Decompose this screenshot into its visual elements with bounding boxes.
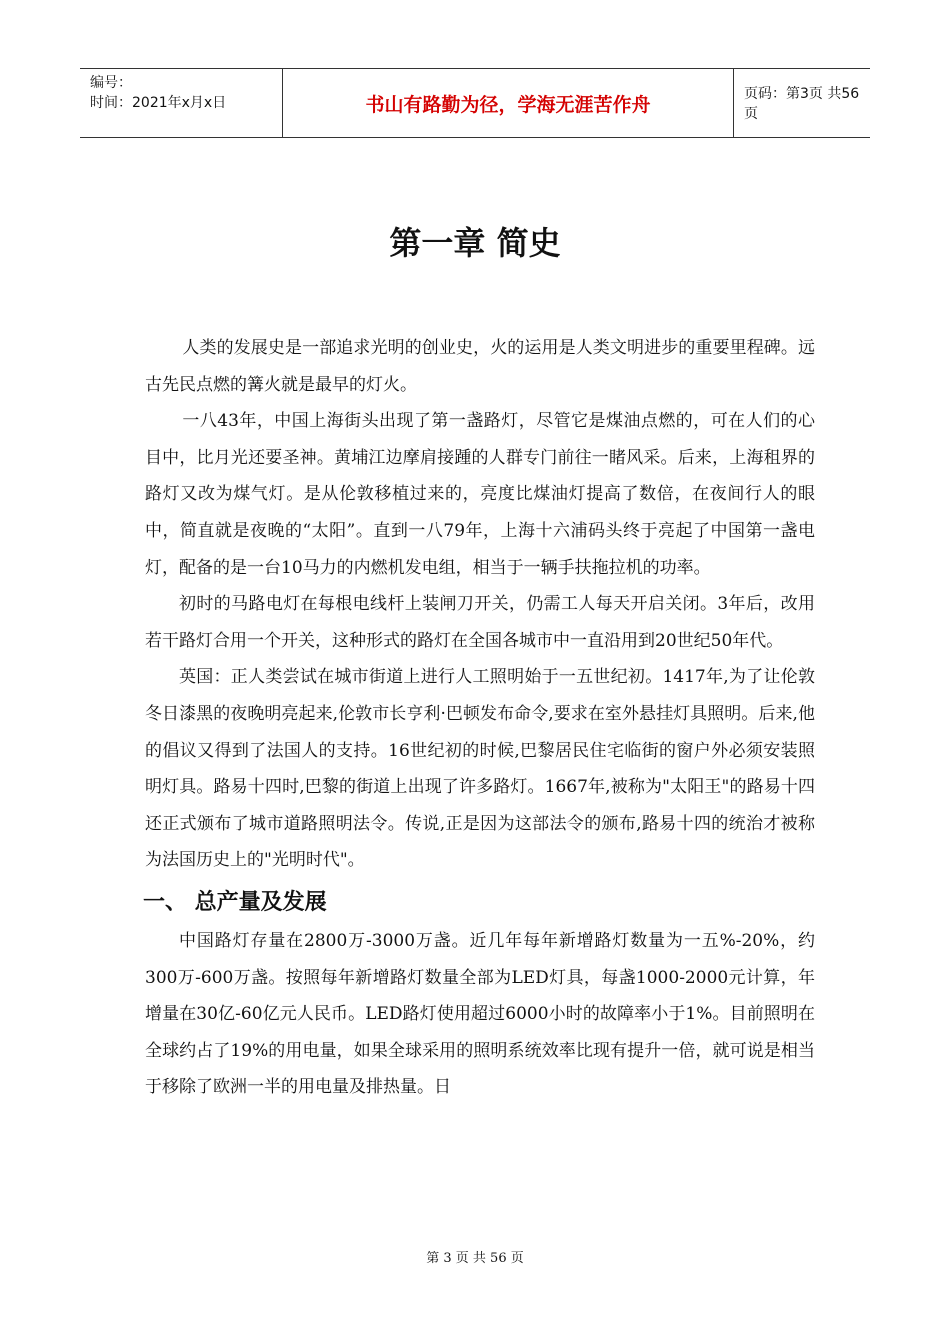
- section-heading: 一、 总产量及发展: [143, 889, 327, 915]
- page-footer: 第 3 页 共 56 页: [426, 1251, 524, 1266]
- paragraph: 人类的发展史是一部追求光明的创业史，火的运用是人类文明进步的重要里程碑。远古先民点燃的篝火就是最早的灯火。: [145, 338, 815, 395]
- paragraph: 初时的马路电灯在每根电线杆上装闸刀开关，仍需工人每天开启关闭。3年后，改用若干路灯合用一个开关，这种形式的路灯在全国各城市中一直沿用到20世纪50年代。: [145, 594, 815, 651]
- header-meta-cell: [80, 69, 282, 137]
- header-date-label: 时间：2021年x月x日: [90, 95, 227, 111]
- document-header-table: [80, 68, 870, 138]
- header-motto: 书山有路勤为径，学海无涯苦作舟: [282, 69, 734, 137]
- header-number-label: 编号：: [90, 75, 132, 91]
- header-page-info: 页码：第3页 共56页: [744, 86, 860, 122]
- paragraph: 中国路灯存量在2800万-3000万盏。近几年每年新增路灯数量为一五%-20%，约300万-600万盏。按照每年新增路灯数量全部为LED灯具，每盏1000-2000元计算，年增量在30亿-60亿元人民币。LED路灯使用超过6000小时的故障率小于1%。目前照明在全球约占了19%的用电量，如果全球采用的照明系统效率比现有提升一倍，就可说是相当于移除了欧洲一半的用电量及排热量。日: [145, 930, 815, 1098]
- chapter-title: 第一章 简史: [389, 224, 561, 262]
- document-body: [145, 330, 815, 1106]
- paragraph: 英国：正人类尝试在城市街道上进行人工照明始于一五世纪初。1417年,为了让伦敦冬日漆黑的夜晚明亮起来,伦敦市长亨利·巴顿发布命令,要求在室外悬挂灯具照明。后来,他的倡议又得到了法国人的支持。16世纪初的时候,巴黎居民住宅临街的窗户外必须安装照明灯具。路易十四时,巴黎的街道上出现了许多路灯。1667年,被称为"太阳王"的路易十四还正式颁布了城市道路照明法令。传说,正是因为这部法令的颁布,路易十四的统治才被称为法国历史上的"光明时代"。: [145, 667, 815, 871]
- paragraph: 一八43年，中国上海街头出现了第一盏路灯，尽管它是煤油点燃的，可在人们的心目中，比月光还要圣神。黄埔江边摩肩接踵的人群专门前往一睹风采。后来，上海租界的路灯又改为煤气灯。是从伦敦移植过来的，亮度比煤油灯提高了数倍，在夜间行人的眼中，简直就是夜晚的“太阳”。直到一八79年，上海十六浦码头终于亮起了中国第一盏电灯，配备的是一台10马力的内燃机发电组，相当于一辆手扶拖拉机的功率。: [145, 411, 815, 578]
